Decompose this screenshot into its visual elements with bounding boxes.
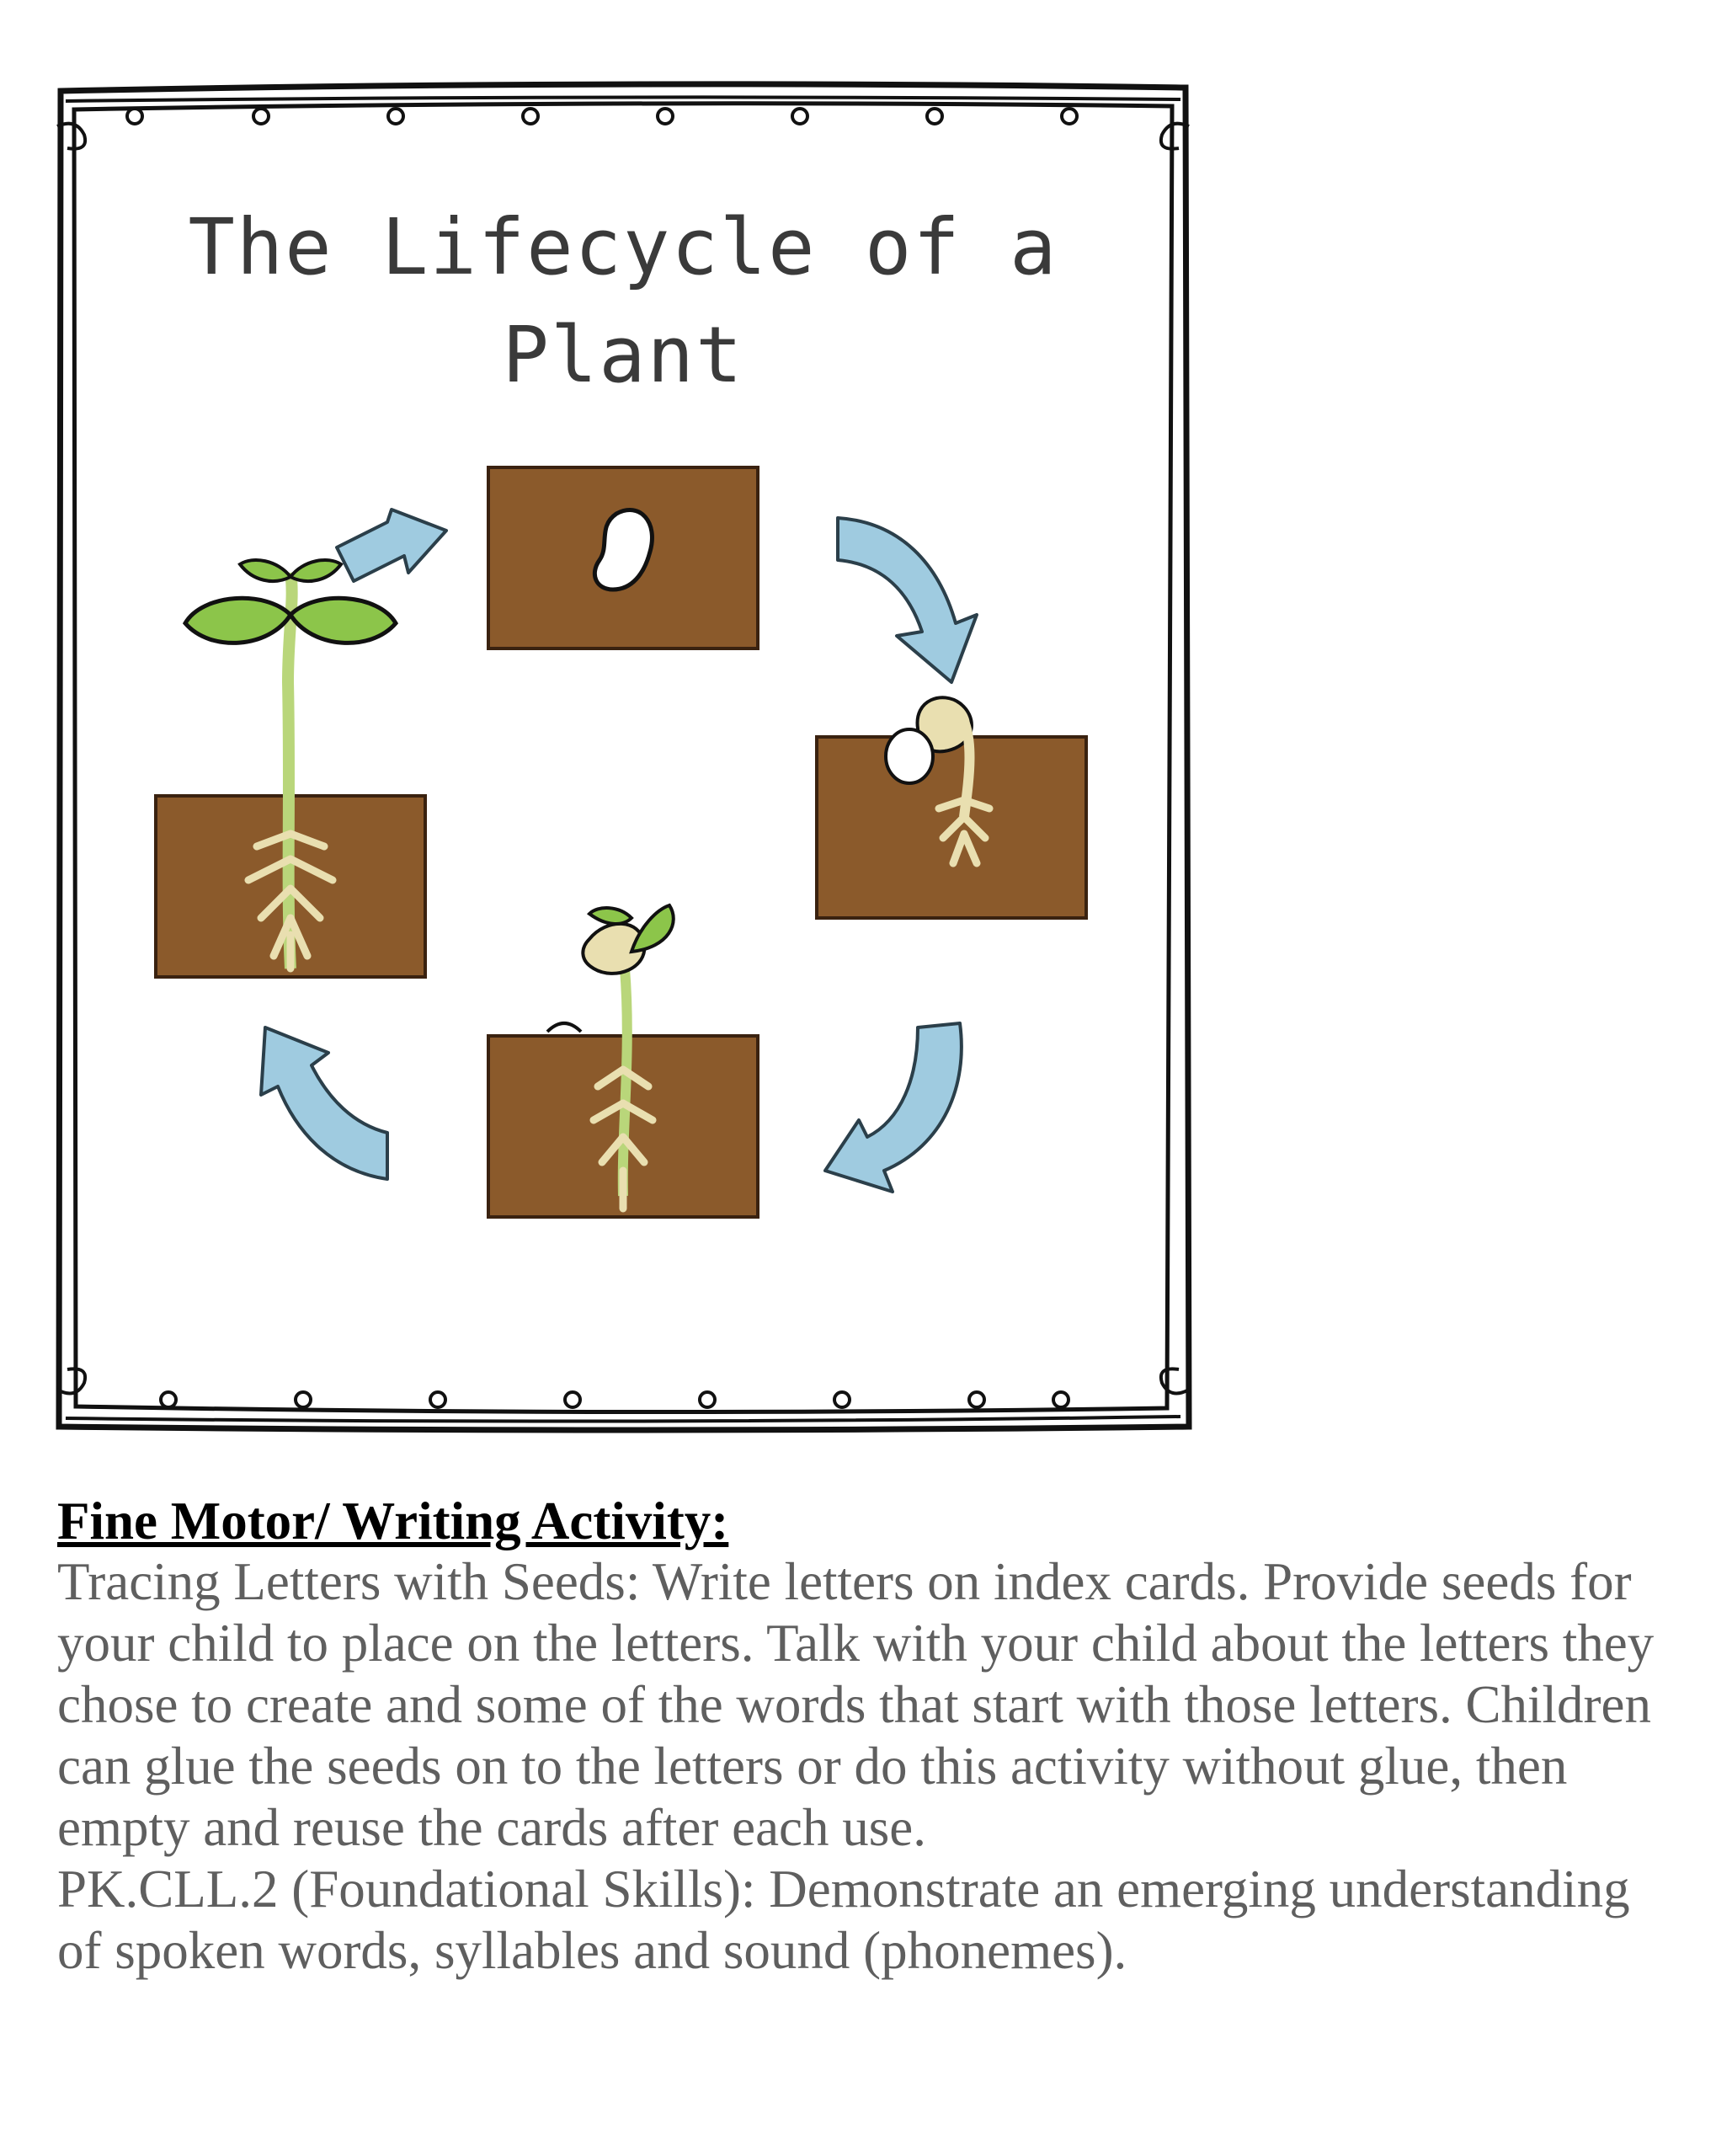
leaf-icon xyxy=(589,908,632,924)
activity-section xyxy=(57,1491,1682,1982)
stage-germinating-seed xyxy=(817,697,1086,918)
leaf-icon xyxy=(290,560,341,581)
lifecycle-illustration xyxy=(51,76,1196,1440)
stage-seedling xyxy=(156,560,425,977)
title-line-2: Plant xyxy=(502,310,744,400)
stem xyxy=(288,573,292,969)
title-line-1: The Lifecycle of a xyxy=(188,202,1058,292)
arrow-seedling-to-seed-icon xyxy=(337,510,446,581)
activity-heading: Fine Motor/ Writing Activity: xyxy=(57,1492,729,1550)
worksheet-title xyxy=(51,194,1196,409)
stem xyxy=(623,969,627,1196)
stage-seed xyxy=(488,467,758,648)
learning-standard: PK.CLL.2 (Foundational Skills): Demonstrate an emerging understanding of spoken words, syllables and sound (phonemes). xyxy=(57,1860,1630,1980)
leaf-icon xyxy=(240,560,290,581)
leaf-icon xyxy=(290,598,396,643)
arrow-germinating-to-sprout-icon xyxy=(825,1023,962,1192)
leaf-icon xyxy=(185,598,290,643)
stage-sprout xyxy=(488,905,758,1217)
activity-description: Tracing Letters with Seeds: Write letters on index cards. Provide seeds for your child to place on the letters. Talk with your child about the letters they chose to create and some of the words that start with those letters. Children can glue the seeds on to the letters or do this activity without glue, then empty and reuse the cards after each use. xyxy=(57,1552,1655,1857)
arrow-sprout-to-seedling-icon xyxy=(261,1027,387,1179)
arrow-seed-to-germinating-icon xyxy=(838,518,977,682)
